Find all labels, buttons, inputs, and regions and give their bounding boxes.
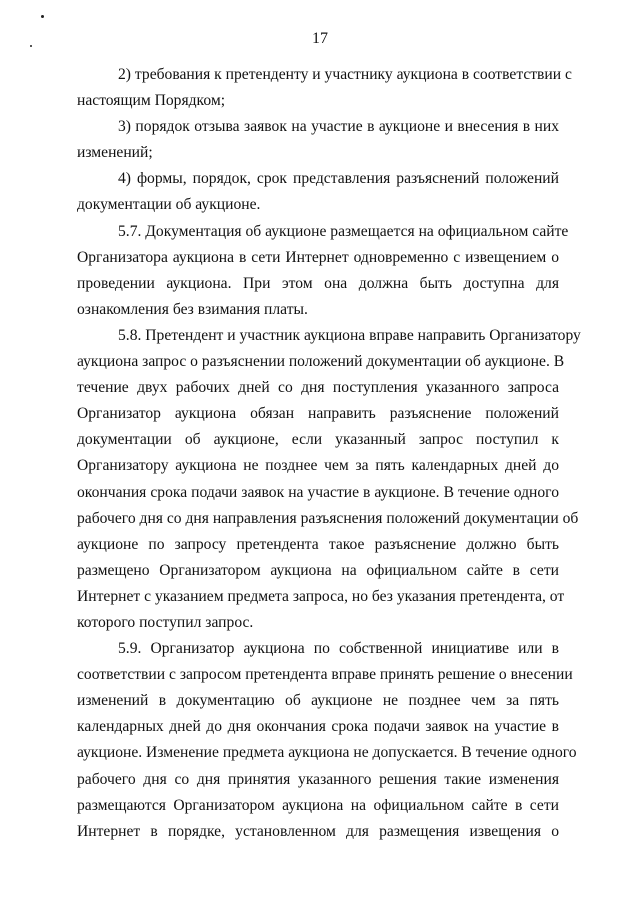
text-line: изменений; xyxy=(77,144,153,162)
text-line: Организатор аукциона обязан направить разъяснение положений xyxy=(77,405,559,423)
text-line: Организатора аукциона в сети Интернет одновременно с извещением о xyxy=(77,248,559,266)
text-line: календарных дней до дня окончания срока подачи заявок на участие в xyxy=(77,718,559,736)
text-line: размещено Организатором аукциона на официальном сайте в сети xyxy=(77,561,559,579)
text-line: 4) формы, порядок, срок представления разъяснений положений xyxy=(118,170,559,188)
text-line: 5.9. Организатор аукциона по собственной инициативе или в xyxy=(118,640,559,658)
paragraph-item-3 xyxy=(77,114,559,166)
text-line: Интернет с указанием предмета запроса, но без указания претендента, от xyxy=(77,587,565,605)
scan-speck xyxy=(41,15,44,18)
paragraph-section-5-7 xyxy=(77,219,569,323)
text-line: 3) порядок отзыва заявок на участие в аукционе и внесения в них xyxy=(118,118,559,136)
text-line: рабочего дня со дня направления разъяснения положений документации об xyxy=(77,509,579,527)
text-line: аукциона запрос о разъяснении положений документации об аукционе. В xyxy=(77,353,565,371)
text-line: проведении аукциона. При этом она должна быть доступна для xyxy=(77,274,559,292)
text-line: Интернет в порядке, установленном для размещения извещения о xyxy=(77,822,559,840)
text-line: аукционе по запросу претендента такое разъяснение должно быть xyxy=(77,535,559,553)
paragraph-section-5-9 xyxy=(77,636,577,845)
text-line: настоящим Порядком; xyxy=(77,92,226,110)
body-text xyxy=(77,62,581,845)
page-number: 17 xyxy=(312,30,328,47)
text-line: аукционе. Изменение предмета аукциона не допускается. В течение одного xyxy=(77,744,577,762)
text-line: течение двух рабочих дней со дня поступления указанного запроса xyxy=(77,379,559,397)
text-line: 5.7. Документация об аукционе размещается на официальном сайте xyxy=(118,222,569,240)
text-line: соответствии с запросом претендента вправе принять решение о внесении xyxy=(77,666,573,684)
text-line: 2) требования к претенденту и участнику аукциона в соответствии с xyxy=(118,66,572,83)
text-line: 5.8. Претендент и участник аукциона вправе направить Организатору xyxy=(118,326,581,344)
text-line: размещаются Организатором аукциона на официальном сайте в сети xyxy=(77,796,559,814)
paragraph-section-5-8 xyxy=(77,323,581,636)
paragraph-item-4 xyxy=(77,166,559,218)
text-line: рабочего дня со дня принятия указанного решения такие изменения xyxy=(77,770,559,788)
text-line: Организатору аукциона не позднее чем за пять календарных дней до xyxy=(77,457,559,475)
text-line: изменений в документацию об аукционе не позднее чем за пять xyxy=(77,692,559,710)
text-line: документации об аукционе, если указанный запрос поступил к xyxy=(77,431,559,449)
paragraph-item-2 xyxy=(77,62,572,114)
text-line: документации об аукционе. xyxy=(77,196,261,214)
text-line: окончания срока подачи заявок на участие в аукционе. В течение одного xyxy=(77,483,559,501)
text-line: которого поступил запрос. xyxy=(77,613,254,631)
text-line: ознакомления без взимания платы. xyxy=(77,300,308,318)
